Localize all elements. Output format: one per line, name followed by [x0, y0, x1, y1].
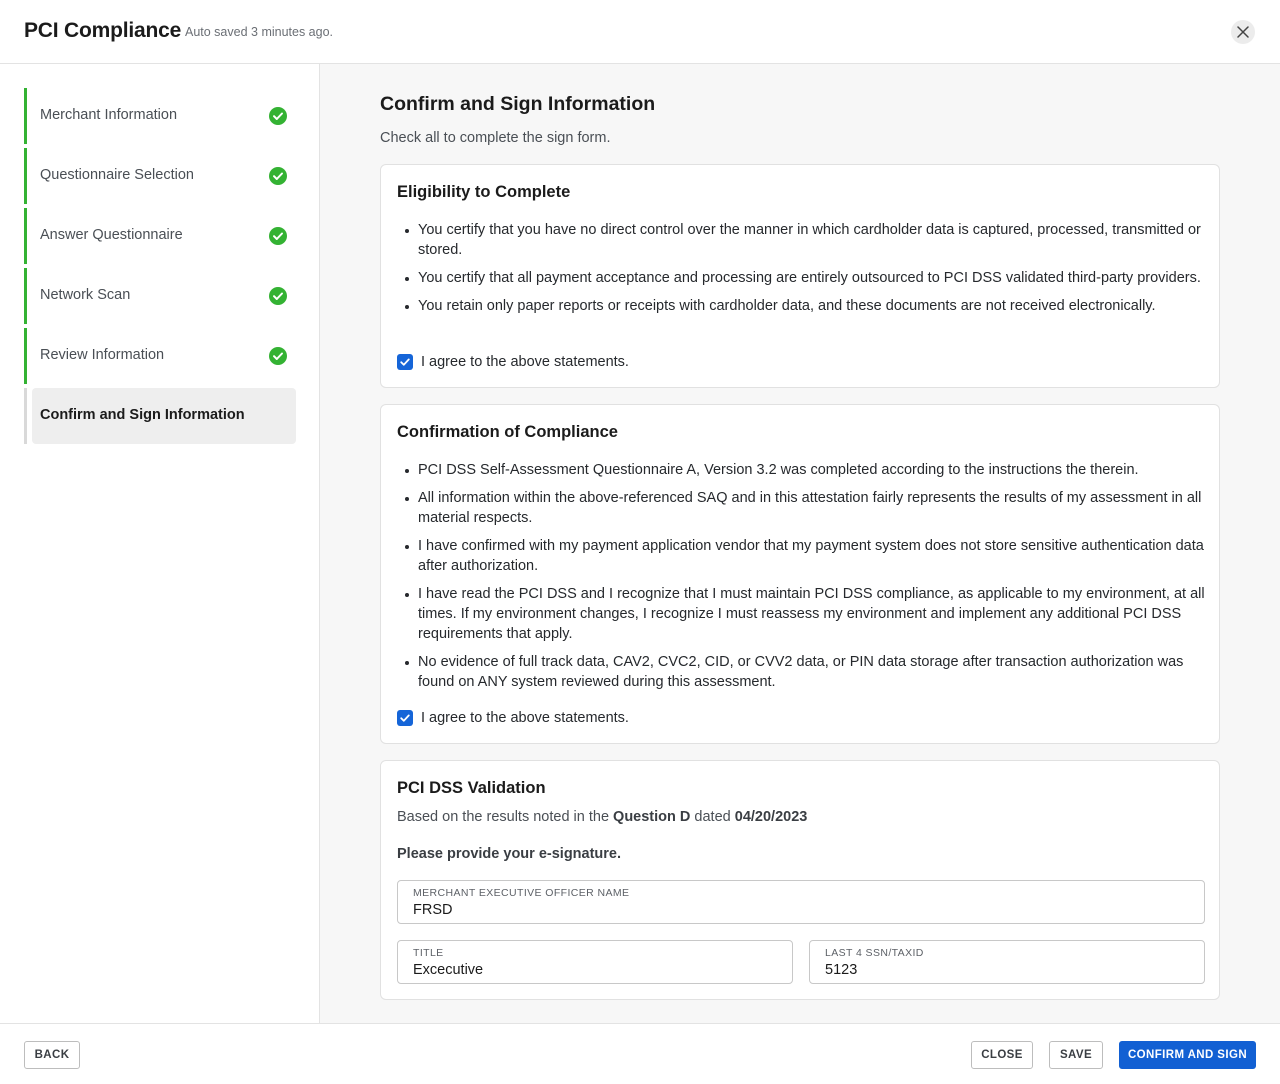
validation-card	[380, 760, 1220, 1000]
compliance-agree-label: I agree to the above statements.	[421, 710, 629, 726]
step-review-information[interactable]	[24, 328, 296, 384]
footer	[0, 1023, 1280, 1084]
step-label: Confirm and Sign Information	[40, 407, 245, 423]
compliance-agree-checkbox[interactable]	[397, 710, 413, 726]
compliance-list	[397, 460, 1205, 700]
step-answer-questionnaire[interactable]	[24, 208, 296, 264]
validation-title: PCI DSS Validation	[397, 779, 546, 797]
eligibility-list	[397, 220, 1205, 324]
officer-name-input[interactable]	[413, 902, 1189, 918]
step-sidebar	[0, 64, 320, 1023]
check-circle-icon	[269, 107, 287, 125]
eligibility-agree-row	[397, 353, 629, 371]
eligibility-agree-label: I agree to the above statements.	[421, 354, 629, 370]
ssn-label: LAST 4 SSN/TAXID	[825, 947, 924, 959]
page-title: PCI Compliance	[24, 19, 182, 42]
step-indicator-bar	[24, 208, 27, 264]
step-indicator-bar	[24, 88, 27, 144]
confirm-and-sign-button[interactable]: CONFIRM AND SIGN	[1119, 1041, 1256, 1069]
checkmark-icon	[399, 712, 411, 724]
title-label: TITLE	[413, 947, 444, 959]
list-item: All information within the above-referenced SAQ and in this attestation fairly represents the results of my assessment in all material respects.	[397, 488, 1205, 528]
list-item: I have read the PCI DSS and I recognize that I must maintain PCI DSS compliance, as applicable to my environment, at all times. If my environment changes, I recognize I must reassess my environment and implement any additional PCI DSS requirements that apply.	[397, 584, 1205, 644]
list-item: You certify that all payment acceptance and processing are entirely outsourced to PCI DSS validated third-party providers.	[397, 268, 1205, 288]
list-item: I have confirmed with my payment application vendor that my payment system does not store sensitive authentication data after authorization.	[397, 536, 1205, 576]
step-questionnaire-selection[interactable]	[24, 148, 296, 204]
step-label: Questionnaire Selection	[40, 167, 194, 183]
check-circle-icon	[269, 347, 287, 365]
step-indicator-bar	[24, 268, 27, 324]
compliance-agree-row	[397, 709, 629, 727]
title-input[interactable]	[413, 962, 777, 978]
list-item: No evidence of full track data, CAV2, CVC2, CID, or CVV2 data, or PIN data storage after transaction authorization was found on ANY system reviewed during this assessment.	[397, 652, 1205, 692]
step-label: Answer Questionnaire	[40, 227, 183, 243]
step-indicator-bar	[24, 328, 27, 384]
close-dialog-button[interactable]	[1231, 20, 1255, 44]
title-field[interactable]	[397, 940, 793, 984]
close-icon	[1237, 26, 1249, 38]
question-ref: Question D	[613, 809, 691, 825]
autosave-status: Auto saved 3 minutes ago.	[185, 25, 334, 39]
check-circle-icon	[269, 287, 287, 305]
validation-date: 04/20/2023	[734, 809, 808, 825]
eligibility-title: Eligibility to Complete	[397, 183, 571, 201]
main-content	[320, 64, 1280, 1023]
validation-prefix: Based on the results noted in the	[397, 809, 610, 825]
step-network-scan[interactable]	[24, 268, 296, 324]
esignature-prompt: Please provide your e-signature.	[397, 846, 622, 862]
ssn-field[interactable]	[809, 940, 1205, 984]
compliance-card	[380, 404, 1220, 744]
compliance-title: Confirmation of Compliance	[397, 423, 618, 441]
back-button[interactable]: BACK	[24, 1041, 80, 1069]
step-label: Merchant Information	[40, 107, 178, 123]
step-label: Network Scan	[40, 287, 131, 303]
list-item: You certify that you have no direct control over the manner in which cardholder data is captured, processed, transmitted or stored.	[397, 220, 1205, 260]
save-button[interactable]: SAVE	[1049, 1041, 1103, 1069]
section-subtitle: Check all to complete the sign form.	[380, 130, 611, 146]
step-confirm-and-sign[interactable]	[24, 388, 296, 444]
officer-name-label: MERCHANT EXECUTIVE OFFICER NAME	[413, 887, 630, 899]
eligibility-agree-checkbox[interactable]	[397, 354, 413, 370]
validation-text	[397, 809, 807, 825]
check-circle-icon	[269, 167, 287, 185]
eligibility-card	[380, 164, 1220, 388]
section-title: Confirm and Sign Information	[380, 93, 656, 115]
ssn-input[interactable]	[825, 962, 1189, 978]
list-item: PCI DSS Self-Assessment Questionnaire A, Version 3.2 was completed according to the instructions the therein.	[397, 460, 1205, 480]
officer-name-field[interactable]	[397, 880, 1205, 924]
step-label: Review Information	[40, 347, 165, 363]
step-merchant-information[interactable]	[24, 88, 296, 144]
dated-word: dated	[694, 809, 731, 825]
close-button[interactable]: CLOSE	[971, 1041, 1033, 1069]
step-indicator-bar	[24, 148, 27, 204]
checkmark-icon	[399, 356, 411, 368]
list-item: You retain only paper reports or receipts with cardholder data, and these documents are not received electronically.	[397, 296, 1205, 316]
check-circle-icon	[269, 227, 287, 245]
step-indicator-bar	[24, 388, 27, 444]
header	[0, 0, 1280, 64]
